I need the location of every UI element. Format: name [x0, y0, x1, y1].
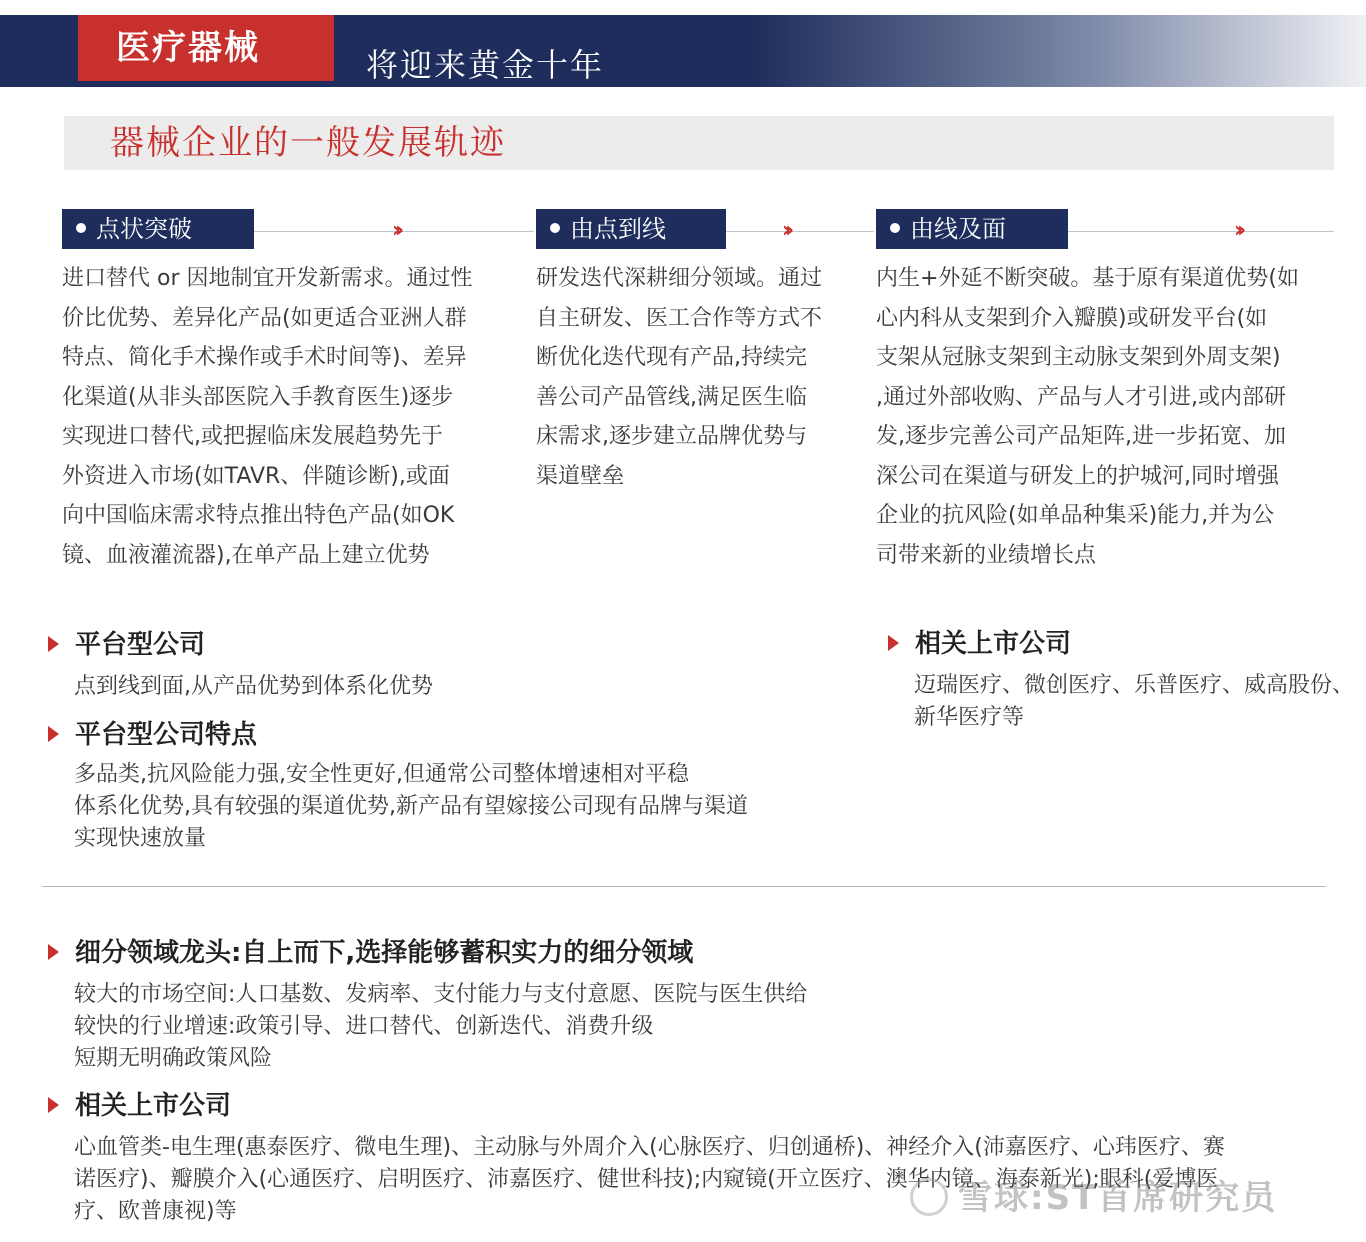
- bullet-dot-icon: [550, 223, 560, 233]
- platform-feature-heading: 平台型公司特点: [48, 718, 257, 752]
- triangle-bullet-icon: [888, 635, 899, 651]
- header-subtitle: 将迎来黄金十年: [366, 46, 605, 84]
- header-band: [0, 15, 1366, 87]
- bullet-dot-icon: [76, 223, 86, 233]
- stage-3-tag: [876, 209, 1068, 249]
- triangle-bullet-icon: [48, 726, 59, 742]
- watermark: 雪球:ST首席研究员: [910, 1176, 1277, 1220]
- stage-3-text: 内生+外延不断突破。基于原有渠道优势(如 心内科从支架到介入瓣膜)或研发平台(如 支架从冠脉支架到主动脉支架到外周支架) ,通过外部收购、产品与人才引进,或内部研 发,逐步完善公司产品矩阵,进一步拓宽、加 深公司在渠道与研发上的护城河,同时增强 企业的抗风险(如单品种集采)能力,并为公 司带来新的业绩增长点: [876, 266, 1300, 568]
- stage-2-text: 研发迭代深耕细分领域。通过 自主研发、医工合作等方式不 断优化迭代现有产品,持续完 善公司产品管线,满足医生临 床需求,逐步建立品牌优势与 渠道壁垒: [536, 266, 823, 489]
- double-chevron-right-icon: ››: [392, 218, 399, 243]
- stage-1-tag: [62, 209, 254, 249]
- stage-1-text: 进口替代 or 因地制宜开发新需求。通过性 价比优势、差异化产品(如更适合亚洲人群 特点、简化手术操作或手术时间等)、差异 化渠道(从非头部医院入手教育医生)逐步 实现进口替代,或把握临床发展趋势先于 外资进入市场(如TAVR、伴随诊断),或面 向中国临床需求特点推出特色产品(如OK 镜、血液灌流器),在单产品上建立优势: [62, 266, 473, 568]
- niche-heading: 细分领域龙头:自上而下,选择能够蓄积实力的细分领域: [48, 936, 693, 970]
- header-tag: 医疗器械: [78, 15, 334, 81]
- double-chevron-right-icon: ››: [1234, 218, 1241, 243]
- section-title: 器械企业的一般发展轨迹: [110, 123, 506, 163]
- triangle-bullet-icon: [48, 636, 59, 652]
- niche-related-heading: 相关上市公司: [48, 1089, 231, 1123]
- section-divider: [42, 886, 1326, 887]
- stage-3-title: 由线及面: [910, 215, 1006, 243]
- bullet-dot-icon: [890, 223, 900, 233]
- platform-related-text: 迈瑞医疗、微创医疗、乐普医疗、威高股份、 新华医疗等: [914, 673, 1355, 730]
- stage-1-title: 点状突破: [96, 215, 192, 243]
- stage-3-rule: [1068, 231, 1334, 232]
- stage-2-rule: [726, 231, 874, 232]
- stage-2-tag: [536, 209, 726, 249]
- niche-related-text: 心血管类-电生理(惠泰医疗、微电生理)、主动脉与外周介入(心脉医疗、归创通桥)、神经介入(沛嘉医疗、心玮医疗、赛 诺医疗)、瓣膜介入(心通医疗、启明医疗、沛嘉医疗、健世科技);内窥镜(开立医疗、澳华内镜、海泰新光);眼科(爱博医 疗、欧普康视)等: [74, 1135, 1225, 1224]
- platform-text: 点到线到面,从产品优势到体系化优势: [74, 674, 433, 699]
- niche-text: 较大的市场空间:人口基数、发病率、支付能力与支付意愿、医院与医生供给 较快的行业增速:政策引导、进口替代、创新迭代、消费升级 短期无明确政策风险: [74, 982, 808, 1071]
- triangle-bullet-icon: [48, 944, 59, 960]
- stage-2-title: 由点到线: [570, 215, 666, 243]
- double-chevron-right-icon: ››: [782, 218, 789, 243]
- platform-feature-text: 多品类,抗风险能力强,安全性更好,但通常公司整体增速相对平稳 体系化优势,具有较强的渠道优势,新产品有望嫁接公司现有品牌与渠道 实现快速放量: [74, 762, 748, 851]
- triangle-bullet-icon: [48, 1097, 59, 1113]
- platform-heading: 平台型公司: [48, 628, 205, 662]
- platform-related-heading: 相关上市公司: [888, 627, 1071, 661]
- snowball-logo-icon: [910, 1178, 948, 1216]
